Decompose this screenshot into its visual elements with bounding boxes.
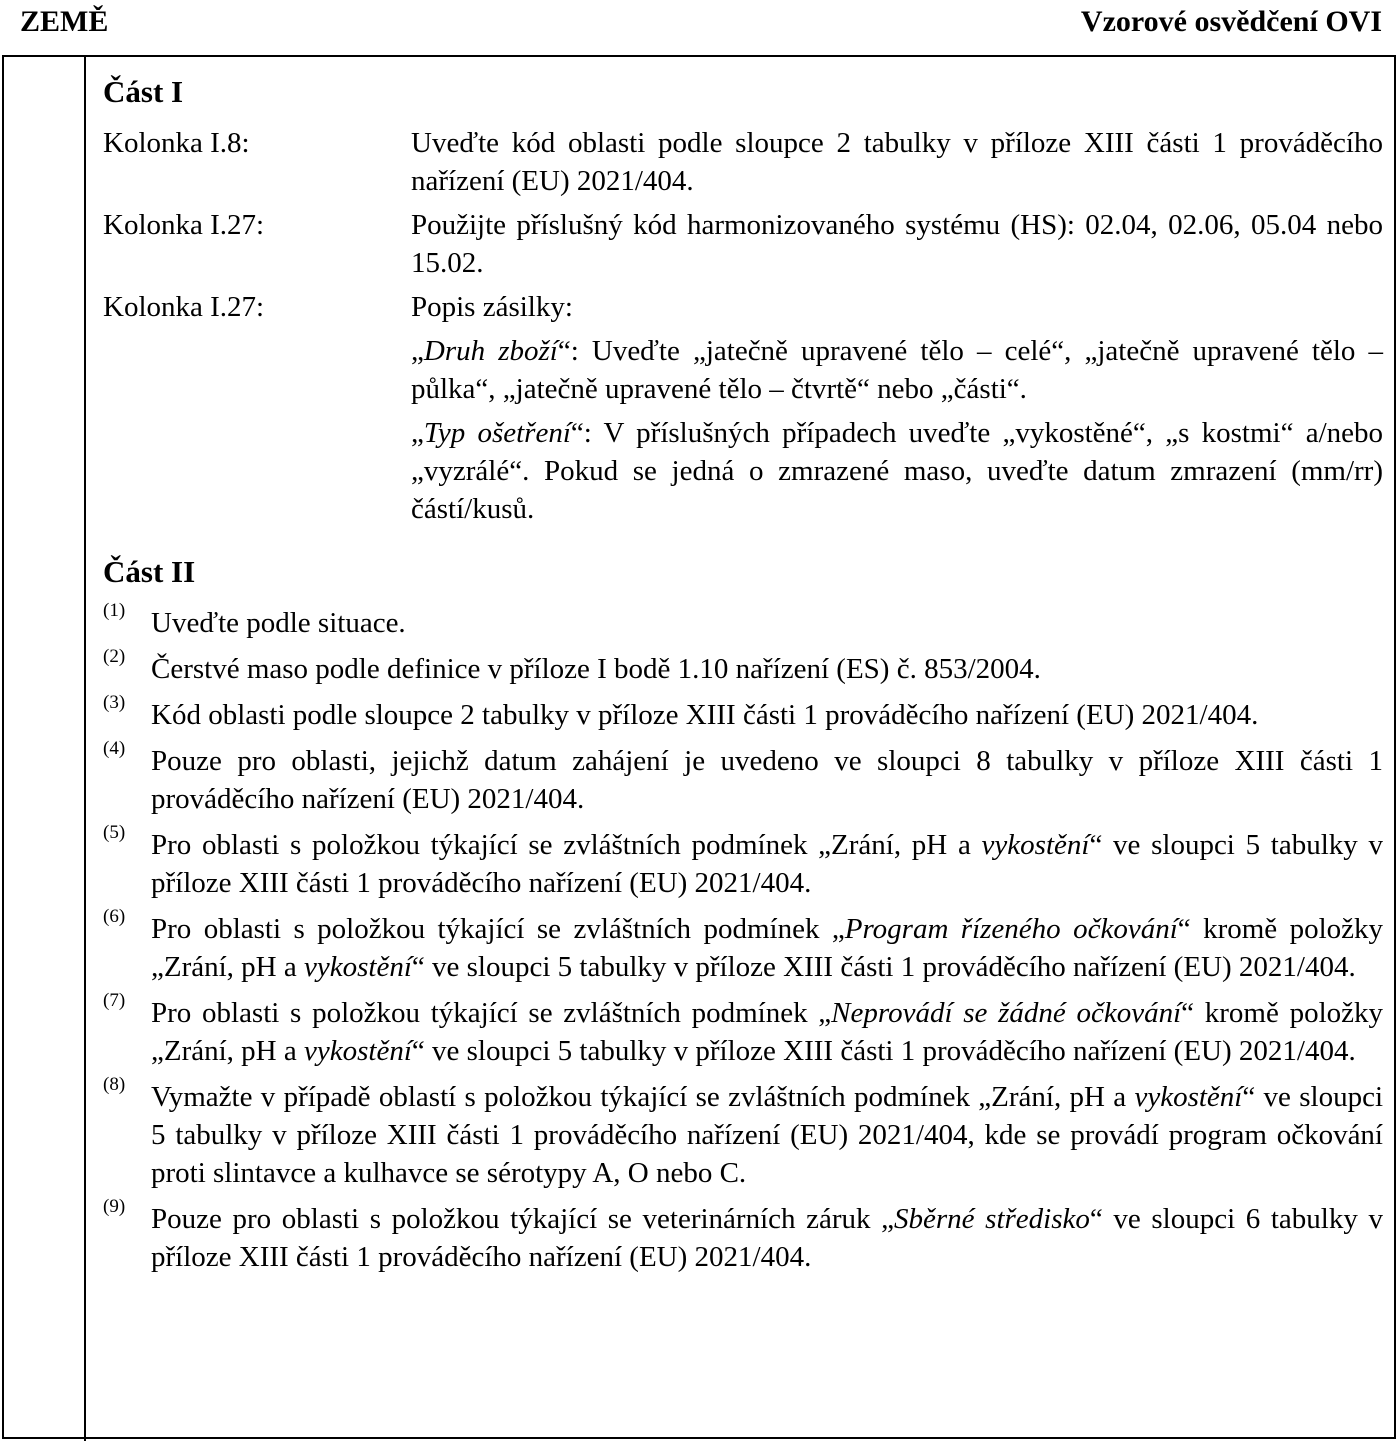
- footnote-text: [151, 910, 1383, 986]
- footnote-item: [103, 1074, 1384, 1192]
- text-run: “ ve sloupci 5 tabulky v příloze XIII části 1 prováděcího nařízení (EU) 2021/404.: [151, 829, 1383, 899]
- footnote-number: (7): [103, 990, 126, 1011]
- footnote-number: (2): [103, 646, 126, 667]
- footnote-text: Uveďte podle situace.: [151, 607, 406, 639]
- italic-term: Program řízeného očkování: [844, 913, 1178, 945]
- text-run: “ ve sloupci 6 tabulky v příloze XIII části 1 prováděcího nařízení (EU) 2021/404.: [151, 1203, 1383, 1273]
- field-label: Kolonka I.27:: [103, 291, 265, 323]
- footnotes-list: [103, 600, 1384, 1276]
- paragraph-text: “: Uveďte „jatečně upravené tělo – celé“, „jatečně upravené tělo – půlka“, „jatečně upravené tělo – čtvrtě“ nebo „části“.: [411, 335, 1383, 405]
- header-country: ZEMĚ: [20, 5, 109, 38]
- field-label: Kolonka I.8:: [103, 127, 250, 159]
- footnote-text: [151, 826, 1383, 902]
- footnote-number: (3): [103, 692, 126, 713]
- margin-column-divider: [84, 55, 86, 1441]
- field-body: [411, 288, 1383, 534]
- text-run: “ ve sloupci 5 tabulky v příloze XIII části 1 prováděcího nařízení (EU) 2021/404.: [411, 951, 1356, 983]
- footnote-number: (9): [103, 1196, 126, 1217]
- text-run: Pouze pro oblasti s položkou týkající se veterinárních záruk „: [151, 1203, 895, 1235]
- footnote-number: (4): [103, 738, 126, 759]
- treatment-type-paragraph: [411, 414, 1383, 528]
- footnote-text: Čerstvé maso podle definice v příloze I bodě 1.10 nařízení (ES) č. 853/2004.: [151, 653, 1041, 685]
- footnote-number: (6): [103, 906, 126, 927]
- footnote-text: Kód oblasti podle sloupce 2 tabulky v příloze XIII části 1 prováděcího nařízení (EU) 2021/404.: [151, 699, 1259, 731]
- italic-term: vykostění: [304, 1035, 412, 1067]
- footnote-item: [103, 822, 1383, 902]
- italic-term: Neprovádí se žádné očkování: [831, 997, 1182, 1029]
- footnote-text: [151, 994, 1383, 1070]
- field-row: [103, 288, 1383, 534]
- italic-term: vykostění: [304, 951, 412, 983]
- footnote-item: [103, 692, 1383, 734]
- field-text: Uveďte kód oblasti podle sloupce 2 tabulky v příloze XIII části 1 prováděcího nařízení (EU) 2021/404.: [411, 127, 1383, 197]
- footnote-item: [103, 990, 1384, 1070]
- text-run: Pro oblasti s položkou týkající se zvláštních podmínek „: [151, 913, 845, 945]
- header-certificate-model: Vzorové osvědčení OVI: [1080, 5, 1382, 38]
- footnote-number: (5): [103, 822, 126, 843]
- footnote-text: [151, 1200, 1383, 1276]
- footnote-text: [151, 1078, 1383, 1192]
- footnote-item: [103, 738, 1383, 818]
- italic-term: Druh zboží: [423, 335, 558, 367]
- footnote-text: Pouze pro oblasti, jejichž datum zahájení je uvedeno ve sloupci 8 tabulky v příloze XIII části 1 prováděcího nařízení (EU) 2021/404.: [151, 745, 1383, 815]
- text-run: “ kromě položky „Zrání, pH a: [151, 913, 1384, 983]
- commodity-type-paragraph: [411, 332, 1383, 408]
- part1-title: Část I: [103, 74, 184, 109]
- footnote-item: [103, 600, 1383, 642]
- footnote-item: [103, 1196, 1383, 1276]
- footnote-item: [103, 646, 1383, 688]
- field-row: [103, 124, 1383, 200]
- text-run: Vymažte v případě oblastí s položkou týkající se zvláštních podmínek „Zrání, pH a: [151, 1081, 1135, 1113]
- consignment-description-intro: Popis zásilky:: [411, 291, 573, 323]
- field-text: Použijte příslušný kód harmonizovaného systému (HS): 02.04, 02.06, 05.04 nebo 15.02.: [411, 209, 1383, 279]
- footnote-number: (8): [103, 1074, 126, 1095]
- italic-term: Typ ošetření: [423, 417, 571, 449]
- field-row: [103, 206, 1383, 282]
- footnote-number: (1): [103, 600, 126, 621]
- italic-term: vykostění: [981, 829, 1090, 861]
- text-run: “ ve sloupci 5 tabulky v příloze XIII části 1 prováděcího nařízení (EU) 2021/404.: [411, 1035, 1356, 1067]
- field-label: Kolonka I.27:: [103, 209, 265, 241]
- part2-title: Část II: [103, 554, 196, 589]
- text-run: “ kromě položky „Zrání, pH a: [151, 997, 1384, 1067]
- italic-term: Sběrné středisko: [894, 1203, 1090, 1235]
- text-run: “ ve sloupci 5 tabulky v příloze XIII části 1 prováděcího nařízení (EU) 2021/404, kde se provádí program očkování proti slintavce a kulhavce se sérotypy A, O nebo C.: [151, 1081, 1384, 1189]
- quote-open: „: [411, 335, 424, 367]
- footnote-item: [103, 906, 1384, 986]
- text-run: Pro oblasti s položkou týkající se zvláštních podmínek „Zrání, pH a: [151, 829, 982, 861]
- italic-term: vykostění: [1134, 1081, 1243, 1113]
- notes-content: [103, 72, 1383, 1284]
- quote-open: „: [411, 417, 424, 449]
- page-header: [0, 2, 1398, 50]
- paragraph-text: “: V příslušných případech uveďte „vykostěné“, „s kostmi“ a/nebo „vyzrálé“. Pokud se jedná o zmrazené maso, uveďte datum zmrazení (mm/rr) částí/kusů.: [411, 417, 1384, 525]
- text-run: Pro oblasti s položkou týkající se zvláštních podmínek „: [151, 997, 832, 1029]
